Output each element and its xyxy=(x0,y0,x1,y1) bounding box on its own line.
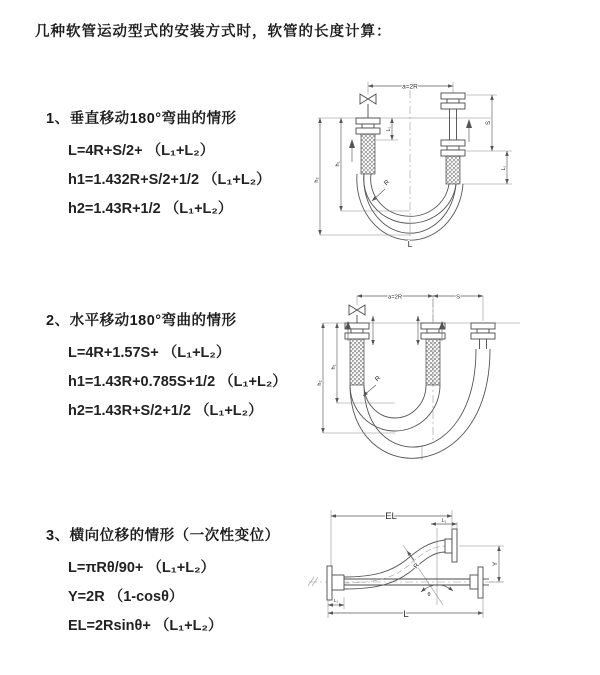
dim-label-h2: h₂ xyxy=(317,380,323,386)
dim-label-el: EL xyxy=(385,511,397,522)
diagram-horizontal-180-bend xyxy=(315,283,565,478)
right-pipe-fitting xyxy=(441,93,465,184)
formula-h2: h2=1.43R+1/2 （L₁+L₂） xyxy=(68,201,233,217)
dim-label-a2r: a=2R xyxy=(402,83,418,91)
dimension-l-bottom xyxy=(408,222,413,249)
dimension-a2r xyxy=(368,82,453,94)
dim-label-s: S xyxy=(456,294,460,301)
formula-length: L=πRθ/90+ （L₁+L₂） xyxy=(68,560,216,576)
dimension-l xyxy=(328,599,483,620)
right-pipe-fitting-shifted xyxy=(471,323,495,349)
section-1-heading: 1、垂直移动180°弯曲的情形 xyxy=(46,111,237,127)
dim-label-l1-right: L₁ xyxy=(501,165,507,171)
braided-hose-section xyxy=(426,339,440,385)
section-vertical-180 xyxy=(46,107,311,224)
section-2-heading: 2、水平移动180°弯曲的情形 xyxy=(46,313,237,329)
section-lateral-displacement xyxy=(46,524,311,641)
formula-length: L=4R+S/2+ （L₁+L₂） xyxy=(68,143,215,159)
braided-hose-section xyxy=(446,156,460,184)
centerline-break-mark xyxy=(308,577,318,586)
dim-label-l: L xyxy=(403,609,409,620)
dimension-s xyxy=(433,295,483,322)
end-length-dims xyxy=(373,316,418,345)
displaced-flange xyxy=(445,529,457,562)
section-horizontal-180 xyxy=(46,309,311,426)
left-flange xyxy=(327,566,344,600)
dimension-s xyxy=(466,95,512,151)
dim-label-theta: θ xyxy=(427,592,431,598)
dimension-l1-right xyxy=(462,151,512,184)
dim-label-r: R xyxy=(382,178,392,188)
valve-icon xyxy=(360,94,376,118)
dim-label-l1-left: L₁ xyxy=(386,126,392,132)
page-title: 几种软管运动型式的安装方式时，软管的长度计算： xyxy=(35,24,392,40)
dim-label-h2: h₂ xyxy=(314,177,320,183)
diagram-lateral-displacement xyxy=(303,498,598,650)
dimension-el xyxy=(331,510,452,566)
radius-leader xyxy=(372,179,391,201)
section-3-heading: 3、横向位移的情形（一次性变位） xyxy=(46,528,280,544)
dimension-l1-top xyxy=(431,518,457,530)
original-position-pipe xyxy=(344,567,489,598)
dim-label-s: S xyxy=(486,120,492,126)
u-bend-hose-original xyxy=(350,385,440,431)
radius-leader xyxy=(363,375,382,396)
left-pipe-fitting xyxy=(356,118,380,174)
dim-label-r: R xyxy=(412,562,421,571)
valve-icon xyxy=(349,296,365,323)
u-bend-hose-shifted xyxy=(350,349,490,458)
braided-hose-section xyxy=(350,339,364,385)
left-pipe-fitting xyxy=(345,323,369,385)
braided-hose-section xyxy=(361,134,375,174)
formula-h1: h1=1.43R+0.785S+1/2 （L₁+L₂） xyxy=(68,374,287,390)
middle-pipe-fitting xyxy=(421,323,445,385)
dimension-a2r xyxy=(357,295,433,301)
formula-h1: h1=1.432R+S/2+1/2 （L₁+L₂） xyxy=(68,172,271,188)
formula-el: EL=2Rsinθ+ （L₁+L₂） xyxy=(68,618,223,634)
diagram-vertical-180-bend xyxy=(306,72,586,262)
dim-label-y: Y xyxy=(492,561,499,567)
dim-label-h1: h₁ xyxy=(335,161,341,167)
dim-label-l1-top: L₁ xyxy=(441,518,447,524)
formula-length: L=4R+1.57S+ （L₁+L₂） xyxy=(68,345,231,361)
s-curve-hose xyxy=(344,540,445,589)
dim-label-l1-bottom: L₁ xyxy=(333,599,339,604)
dim-label-l: L xyxy=(407,239,413,249)
formula-y: Y=2R （1-cosθ） xyxy=(68,589,184,605)
formula-h2: h2=1.43R+S/2+1/2 （L₁+L₂） xyxy=(68,403,263,419)
dim-label-h1: h₁ xyxy=(331,364,337,370)
dim-label-r: R xyxy=(373,374,383,384)
dim-label-a2r: a=2R xyxy=(387,294,403,301)
